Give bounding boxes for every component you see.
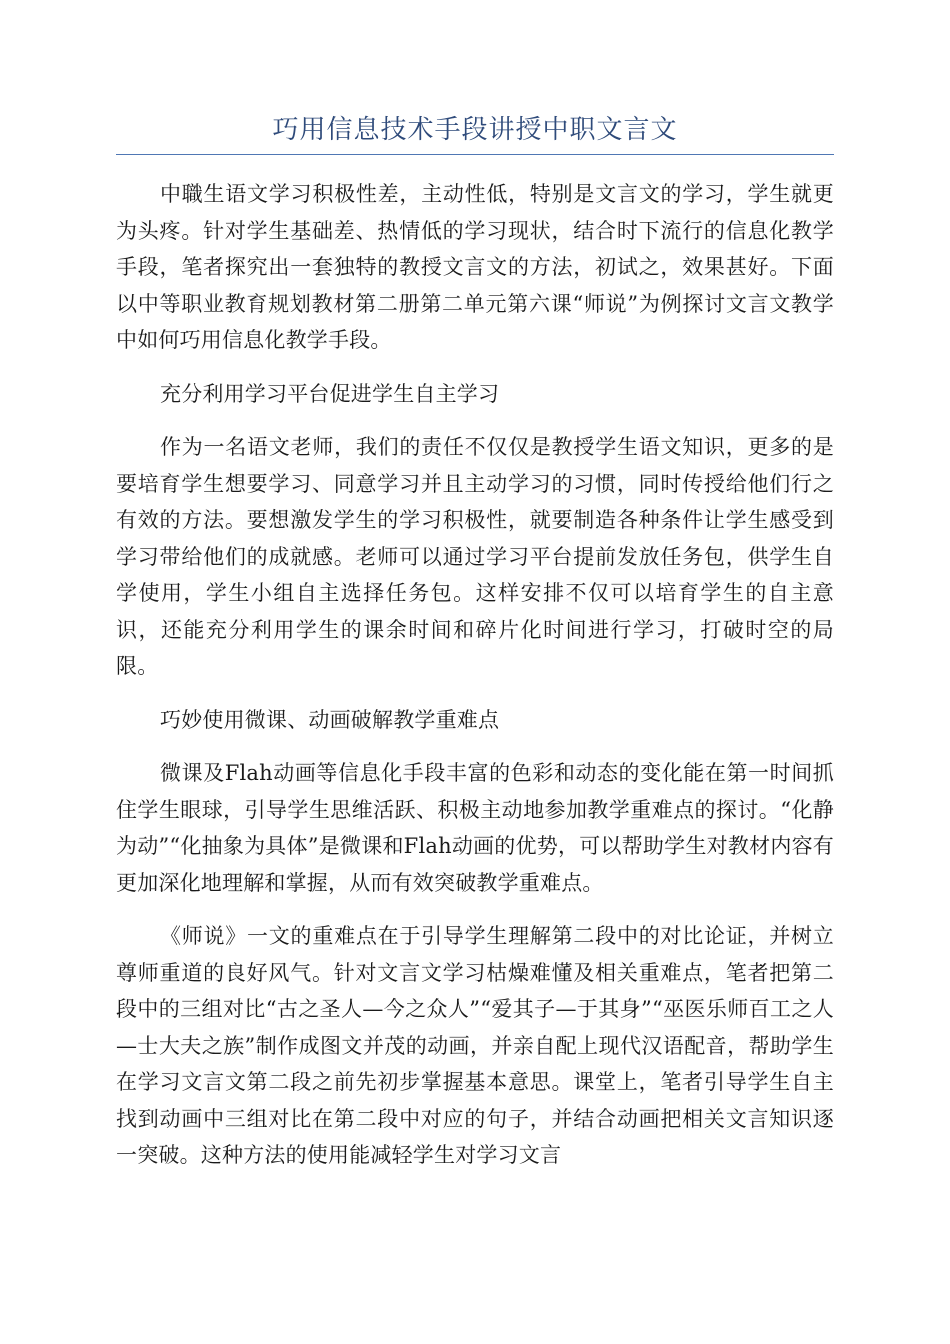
document-title: 巧用信息技术手段讲授中职文言文 (272, 115, 678, 145)
shishuo-paragraph: 《师说》一文的重难点在于引导学生理解第二段中的对比论证，并树立尊师重道的良好风气。针对文言文学习枯燥难懂及相关重难点，笔者把第二段中的三组对比“古之圣人—今之众人”“爱其子—于其身”“巫医乐师百工之人—士大夫之族”制作成图文并茂的动画，并亲自配上现代汉语配音，帮助学生在学习文言文第二段之前先初步掌握基本意思。课堂上，笔者引导学生自主找到动画中三组对比在第二段中对应的句子，并结合动画把相关文言知识逐一突破。这种方法的使用能减轻学生对学习文言 (116, 924, 834, 1167)
document-body (116, 176, 834, 1191)
intro-paragraph: 中職生语文学习积极性差，主动性低，特别是文言文的学习，学生就更为头疼。针对学生基础差、热情低的学习现状，结合时下流行的信息化教学手段，笔者探究出一套独特的教授文言文的方法，初试之，效果甚好。下面以中等职业教育规划教材第二册第二单元第六课“师说”为例探讨文言文教学中如何巧用信息化教学手段。 (116, 182, 834, 352)
learning-platform-paragraph: 作为一名语文老师，我们的责任不仅仅是教授学生语文知识，更多的是要培育学生想要学习、同意学习并且主动学习的习惯，同时传授给他们行之有效的方法。要想激发学生的学习积极性，就要制造各种条件让学生感受到学习带给他们的成就感。老师可以通过学习平台提前发放任务包，供学生自学使用，学生小组自主选择任务包。这样安排不仅可以培育学生的自主意识，还能充分利用学生的课余时间和碎片化时间进行学习，打破时空的局限。 (116, 435, 834, 678)
section-heading-microlessons: 巧妙使用微课、动画破解教学重难点 (160, 707, 500, 732)
title-underline (116, 154, 834, 155)
section-heading-learning-platform: 充分利用学习平台促进学生自主学习 (160, 381, 500, 406)
microlessons-paragraph: 微课及Flah动画等信息化手段丰富的色彩和动态的变化能在第一时间抓住学生眼球，引导学生思维活跃、积极主动地参加教学重难点的探讨。“化静为动”“化抽象为具体”是微课和Flah动画的优势，可以帮助学生对教材内容有更加深化地理解和掌握，从而有效突破教学重难点。 (116, 761, 834, 895)
